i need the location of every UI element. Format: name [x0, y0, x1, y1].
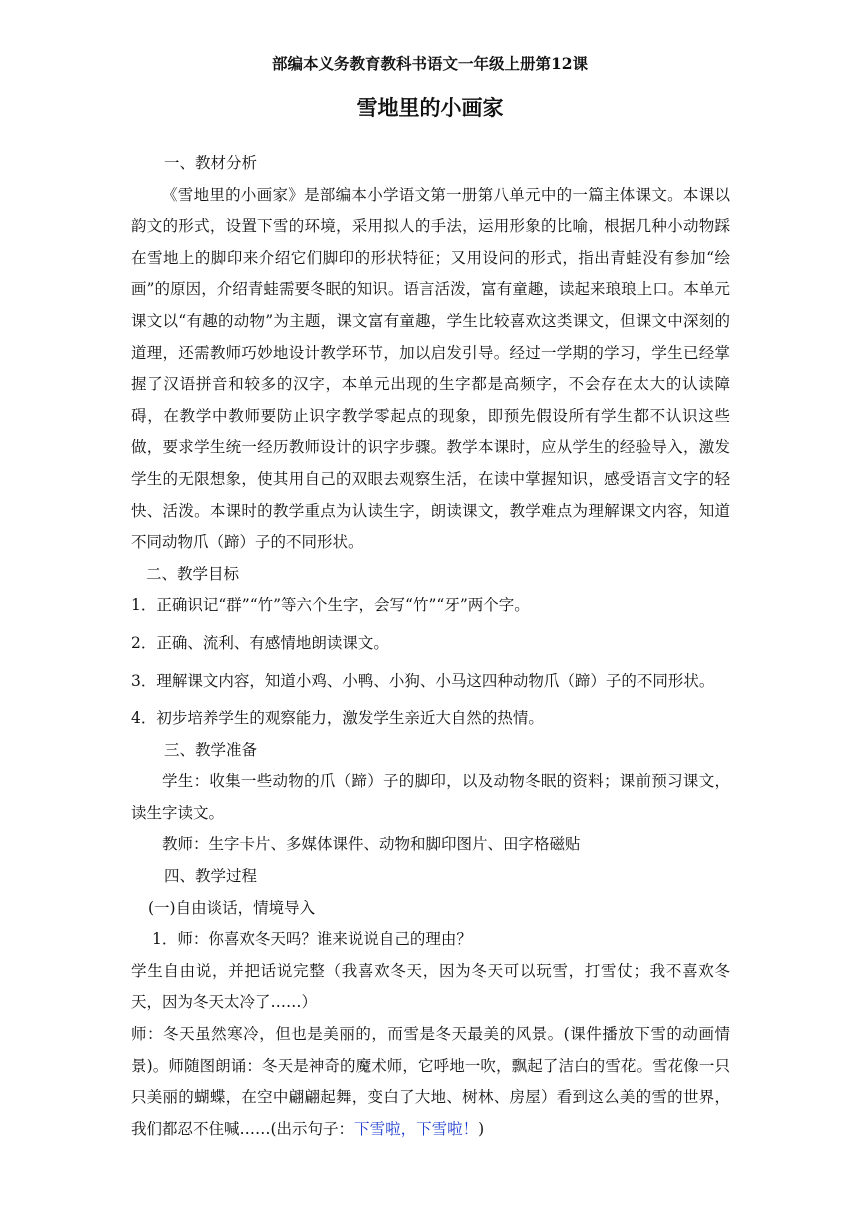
analysis-paragraph: 《雪地里的小画家》是部编本小学语文第一册第八单元中的一篇主体课文。本课以韵文的形式，设置下雪的环境，采用拟人的手法，运用形象的比喻，根据几种小动物踩在雪地上的脚印来介绍它们脚印的形状特征；又用设问的形式，指出青蛙没有参加“绘画”的原因，介绍青蛙需要冬眠的知识。语言活泼，富有童趣，读起来琅琅上口。本单元课文以“有趣的动物”为主题，课文富有童趣，学生比较喜欢这类课文，但课文中深刻的道理，还需教师巧妙地设计教学环节，加以启发引导。经过一学期的学习，学生已经掌握了汉语拼音和较多的汉字，本单元出现的生字都是高频字，不会存在太大的认读障碍，在教学中教师要防止识字教学零起点的现象，即预先假设所有学生都不认识这些做，要求学生统一经历教师设计的识字步骤。教学本课时，应从学生的经验导入，激发学生的无限想象，使其用自己的双眼去观察生活，在读中掌握知识，感受语言文字的轻快、活泼。本课时的教学重点为认读生字，朗读课文，教学难点为理解课文内容，知道不同动物爪（蹄）子的不同形状。 — [131, 185, 730, 552]
goal-item-3: 3．理解课文内容，知道小鸡、小鸭、小狗、小马这四种动物爪（蹄）子的不同形状。 — [131, 671, 715, 690]
preparation-teacher: 教师：生字卡片、多媒体课件、动物和脚印图片、田字格磁贴 — [162, 835, 581, 854]
process-paragraph-student: 学生自由说，并把话说完整（我喜欢冬天，因为冬天可以玩雪，打雪仗；我不喜欢冬天，因为冬天太冷了……） — [131, 961, 730, 1012]
closing-paren: ) — [478, 1119, 485, 1138]
goal-item-4: 4．初步培养学生的观察能力，激发学生亲近大自然的热情。 — [131, 709, 544, 728]
preparation-student: 学生：收集一些动物的爪（蹄）子的脚印，以及动物冬眠的资料；课前预习课文，读生字读文。 — [131, 772, 730, 822]
process-question-1: 1．师：你喜欢冬天吗？谁来说说自己的理由？ — [152, 930, 472, 949]
section-heading-goals: 二、教学目标 — [146, 564, 240, 583]
section-heading-process: 四、教学过程 — [164, 867, 258, 886]
process-paragraph-teacher — [131, 1019, 730, 1145]
process-subheading-1: (一)自由谈话，情境导入 — [148, 898, 316, 917]
highlighted-sentence: 下雪啦，下雪啦！ — [354, 1119, 479, 1138]
goal-item-1: 1．正确识记“群”“竹”等六个生字，会写“竹”“牙”两个字。 — [131, 596, 530, 615]
teacher-text: 师：冬天虽然寒冷，但也是美丽的，而雪是冬天最美的风景。(课件播放下雪的动画情景)。师随图朗诵：冬天是神奇的魔术师，它呼地一吹，飘起了洁白的雪花。雪花像一只只美丽的蝴蝶，在空中翩翩起舞，变白了大地、树林、房屋）看到这么美的雪的世界，我们都忍不住喊……(出示句子： — [131, 1025, 730, 1138]
section-heading-preparation: 三、教学准备 — [164, 740, 258, 759]
document-subtitle: 部编本义务教育教科书语文一年级上册第12课 — [271, 54, 589, 73]
document-body — [131, 148, 730, 1145]
document-title: 雪地里的小画家 — [356, 95, 504, 120]
section-heading-analysis: 一、教材分析 — [164, 154, 258, 172]
goal-item-2: 2．正确、流利、有感情地朗读课文。 — [131, 633, 389, 652]
